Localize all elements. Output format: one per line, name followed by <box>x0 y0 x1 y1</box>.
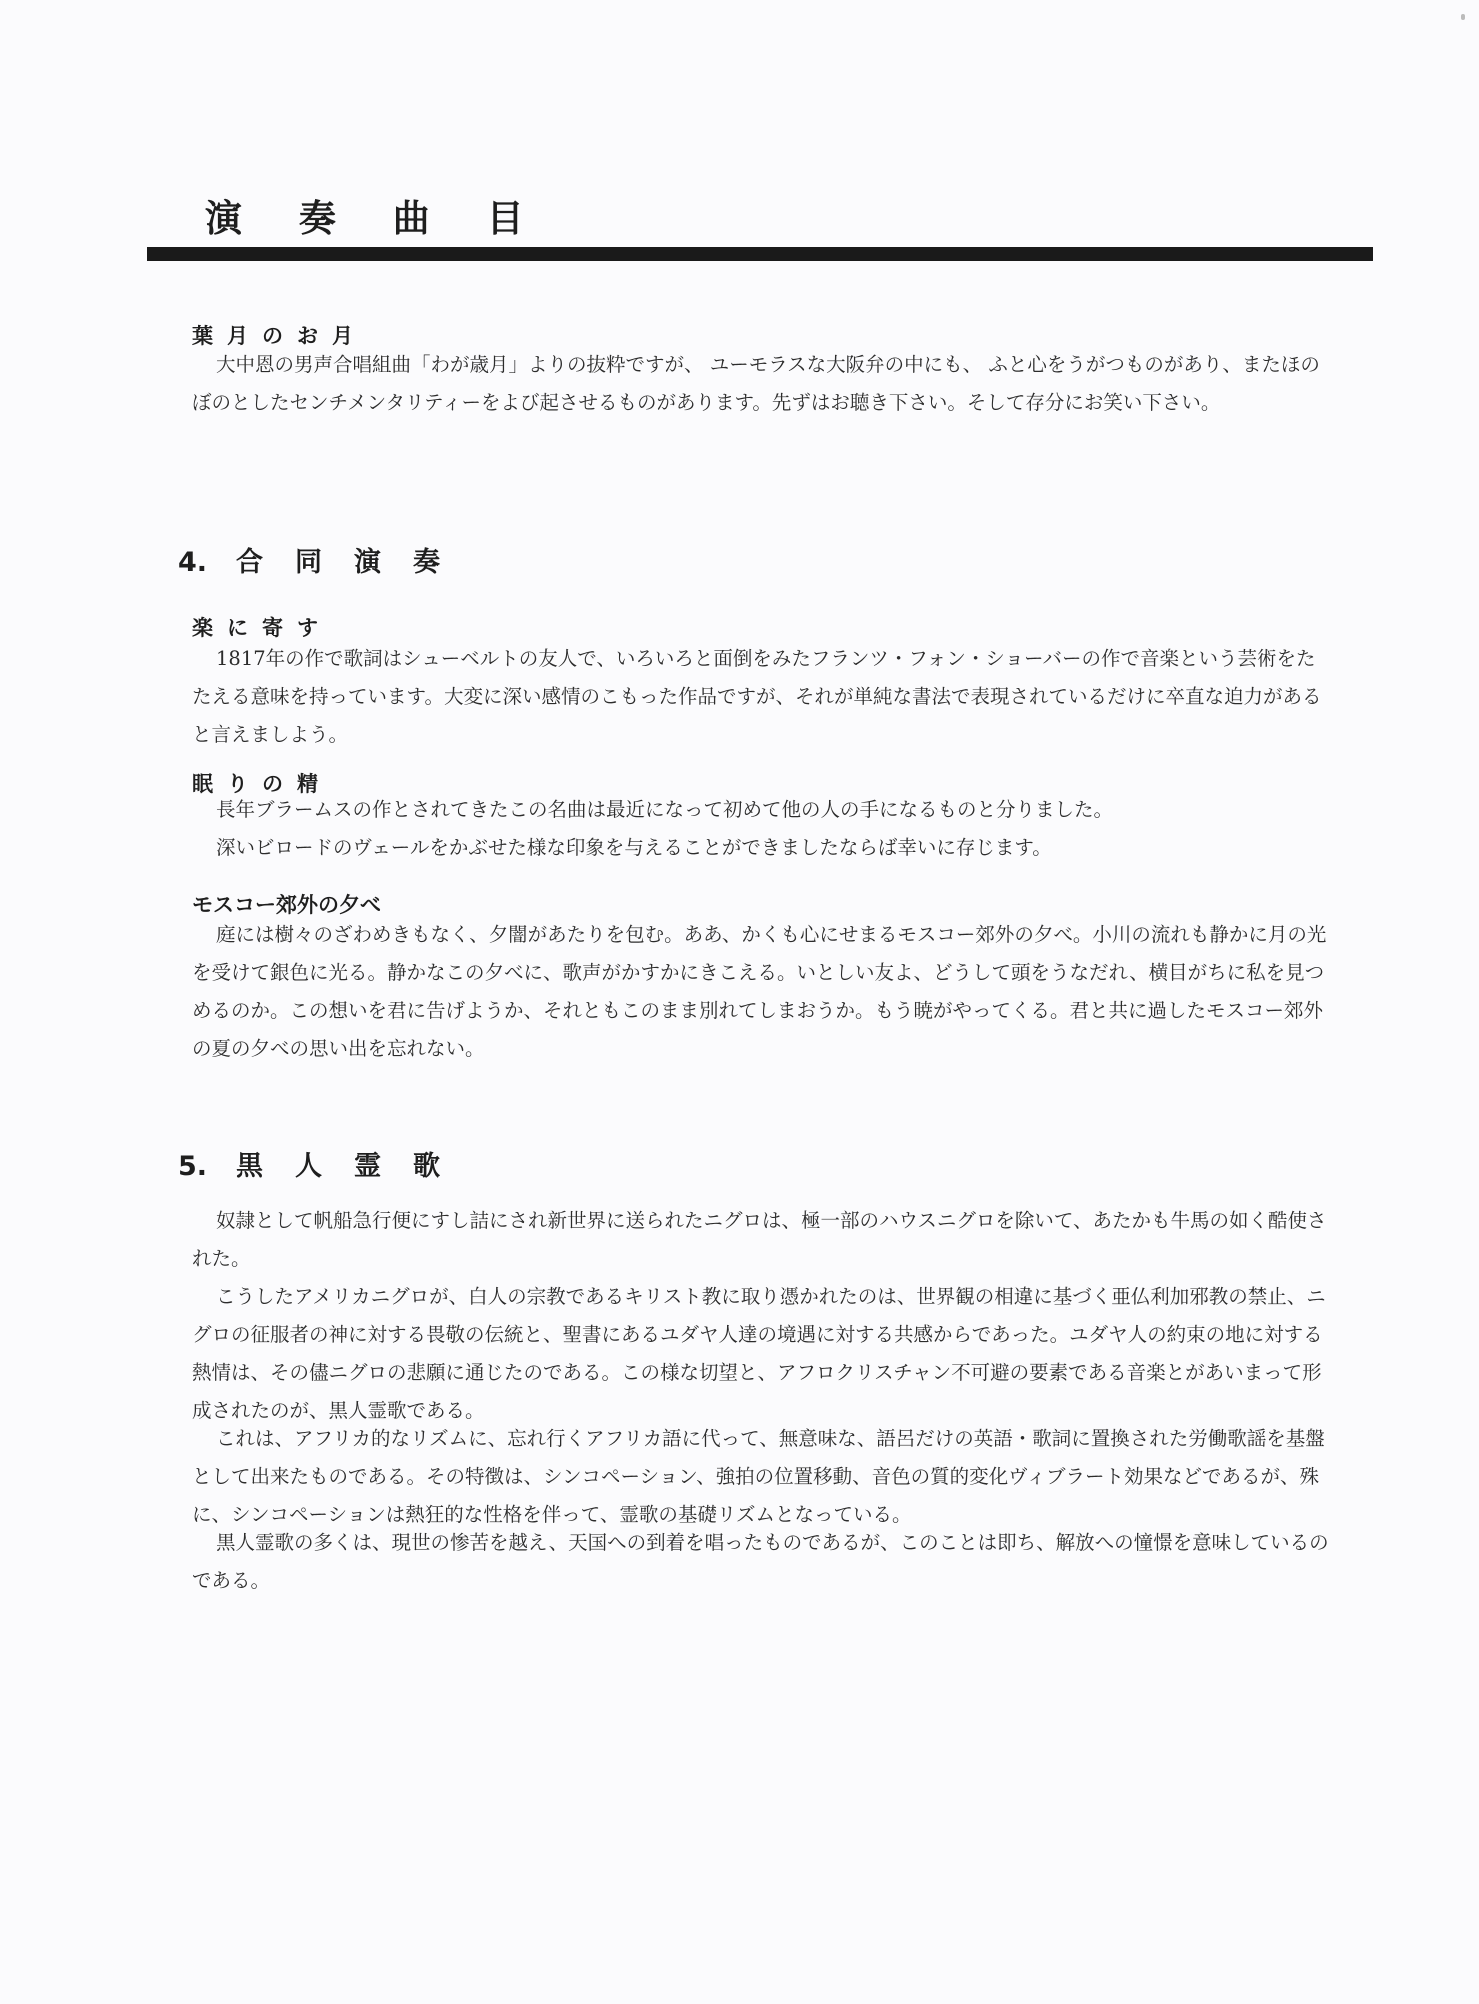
spirituals-paragraph-2: こうしたアメリカニグロが、白人の宗教であるキリスト教に取り憑かれたのは、世界観の相違に基づく亜仏利加邪教の禁止、ニグロの征服者の神に対する畏敬の伝統と、聖書にあるユダヤ人達の境遇に対する共感からであった。ユダヤ人の約束の地に対する熱情は、その儘ニグロの悲願に通じたのである。この様な切望と、アフロクリスチャン不可避の要素である音楽とがあいまって形成されたのが、黒人霊歌である。 <box>192 1285 1326 1422</box>
paper-speck <box>1461 14 1465 20</box>
section-heading-text: 合同演奏 <box>236 547 472 578</box>
section-heading-5 <box>178 1144 472 1183</box>
piece-description-an-die-musik: 1817年の作で歌詞はシューベルトの友人で、いろいろと面倒をみたフランツ・フォン・ショーバーの作で音楽という芸術をたたえる意味を持っています。大変に深い感情のこもった作品ですが、それが単純な書法で表現されているだけに卒直な迫力があると言えましよう。 <box>192 647 1322 746</box>
piece-description-sandmannchen-2: 深いビロードのヴェールをかぶせた様な印象を与えることができましたならば幸いに存じます。 <box>216 836 1052 859</box>
section-number: 4. <box>178 547 208 578</box>
piece-description-sandmannchen-1: 長年ブラームスの作とされてきたこの名曲は最近になって初めて他の人の手になるものと分りました。 <box>216 798 1114 821</box>
page-title: 演 奏 曲 目 <box>205 197 546 240</box>
piece-title-an-die-musik: 楽に寄す <box>192 616 332 640</box>
title-rule <box>147 247 1373 261</box>
piece-title-hazuki: 葉月のお月 <box>192 324 367 348</box>
spirituals-paragraph-1: 奴隷として帆船急行便にすし詰にされ新世界に送られたニグロは、極一部のハウスニグロを除いて、あたかも牛馬の如く酷使された。 <box>192 1209 1327 1270</box>
section-number: 5. <box>178 1151 208 1182</box>
section-heading-4 <box>178 540 472 579</box>
piece-title-moscow-nights: モスコー郊外の夕べ <box>192 893 381 917</box>
piece-description-moscow-nights: 庭には樹々のざわめきもなく、夕闇があたりを包む。ああ、かくも心にせまるモスコー郊外の夕べ。小川の流れも静かに月の光を受けて銀色に光る。静かなこの夕べに、歌声がかすかにきこえる。いとしい友よ、どうして頭をうなだれ、横目がちに私を見つめるのか。この想いを君に告げようか、それともこのまま別れてしまおうか。もう暁がやってくる。君と共に過したモスコー郊外の夏の夕べの思い出を忘れない。 <box>192 923 1327 1060</box>
spirituals-paragraph-3: これは、アフリカ的なリズムに、忘れ行くアフリカ語に代って、無意味な、語呂だけの英語・歌詞に置換された労働歌謡を基盤として出来たものである。その特徴は、シンコペーション、強拍の位置移動、音色の質的変化ヴィブラート効果などであるが、殊に、シンコペーションは熱狂的な性格を伴って、霊歌の基礎リズムとなっている。 <box>192 1427 1325 1526</box>
section-heading-text: 黒人霊歌 <box>236 1151 472 1182</box>
piece-title-sandmannchen: 眠りの精 <box>192 772 332 796</box>
spirituals-paragraph-4: 黒人霊歌の多くは、現世の惨苦を越え、天国への到着を唱ったものであるが、このことは即ち、解放への憧憬を意味しているのである。 <box>192 1531 1329 1592</box>
piece-description-hazuki: 大中恩の男声合唱組曲「わが歳月」よりの抜粋ですが、 ユーモラスな大阪弁の中にも、 ふと心をうがつものがあり、またほのぼのとしたセンチメンタリティーをよび起させるものがあります。先ずはお聴き下さい。そして存分にお笑い下さい。 <box>192 353 1320 414</box>
